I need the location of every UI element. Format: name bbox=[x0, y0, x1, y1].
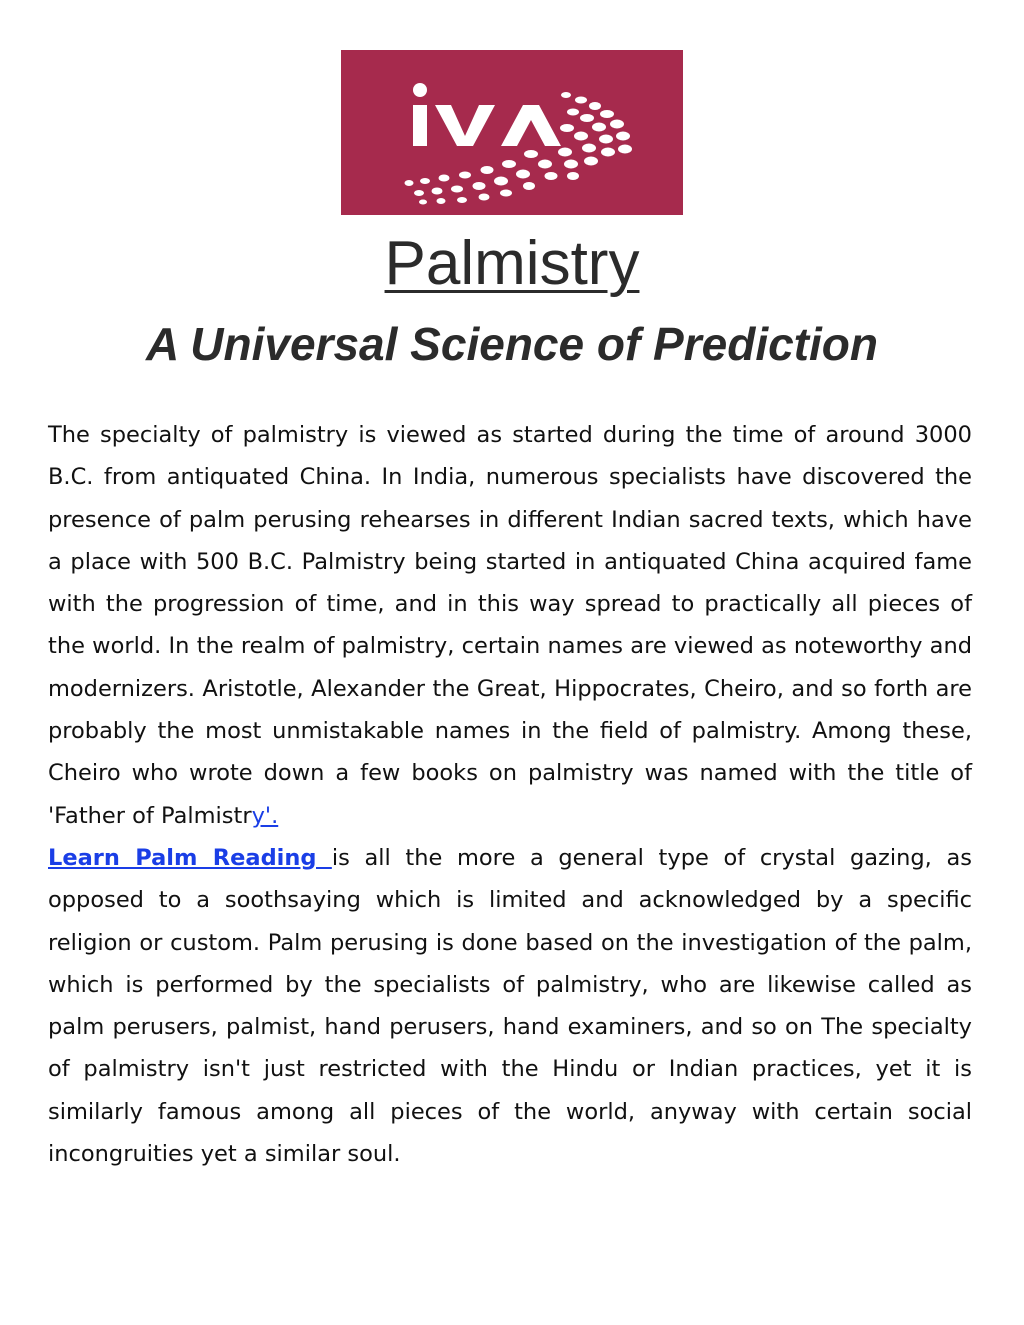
page-title bbox=[0, 226, 1024, 302]
paragraph-2-text: is all the more a general type of crystal gazing, as opposed to a soothsaying which is limited and acknowledged by a specific religion or custom. Palm perusing is done based on the investigation of the palm, which is performed by the specialists of palmistry, who are likewise called as palm perusers, palmist, hand perusers, hand examiners, and so on The specialty of palmistry isn't just restricted with the Hindu or Indian practices, yet it is similarly famous among all pieces of the world, anyway with certain social incongruities yet a similar soul. bbox=[48, 844, 972, 1168]
paragraph-2 bbox=[48, 837, 972, 1175]
page-title-text: Palmistry bbox=[384, 229, 640, 298]
paragraph-1-text: The specialty of palmistry is viewed as started during the time of around 3000 B.C. from antiquated China. In India, numerous specialists have discovered the presence of palm perusing rehearses in different Indian sacred texts, which have a place with 500 B.C. Palmistry being started in antiquated China acquired fame with the progression of time, and in this way spread to practically all pieces of the world. In the realm of palmistry, certain names are viewed as noteworthy and modernizers. Aristotle, Alexander the Great, Hippocrates, Cheiro, and so forth are probably the most unmistakable names in the field of palmistry. Among these, Cheiro who wrote down a few books on palmistry was named with the title of 'Father of Palmistr bbox=[48, 422, 972, 829]
learn-palm-reading-link[interactable]: Learn Palm Reading bbox=[48, 844, 332, 871]
page-subtitle: A Universal Science of Prediction bbox=[146, 318, 878, 370]
article-body bbox=[48, 414, 972, 1175]
iva-logo-graphic bbox=[341, 50, 683, 215]
father-of-palmistry-link[interactable]: y'. bbox=[251, 802, 279, 829]
paragraph-1 bbox=[48, 414, 972, 837]
iva-logo bbox=[341, 50, 683, 215]
